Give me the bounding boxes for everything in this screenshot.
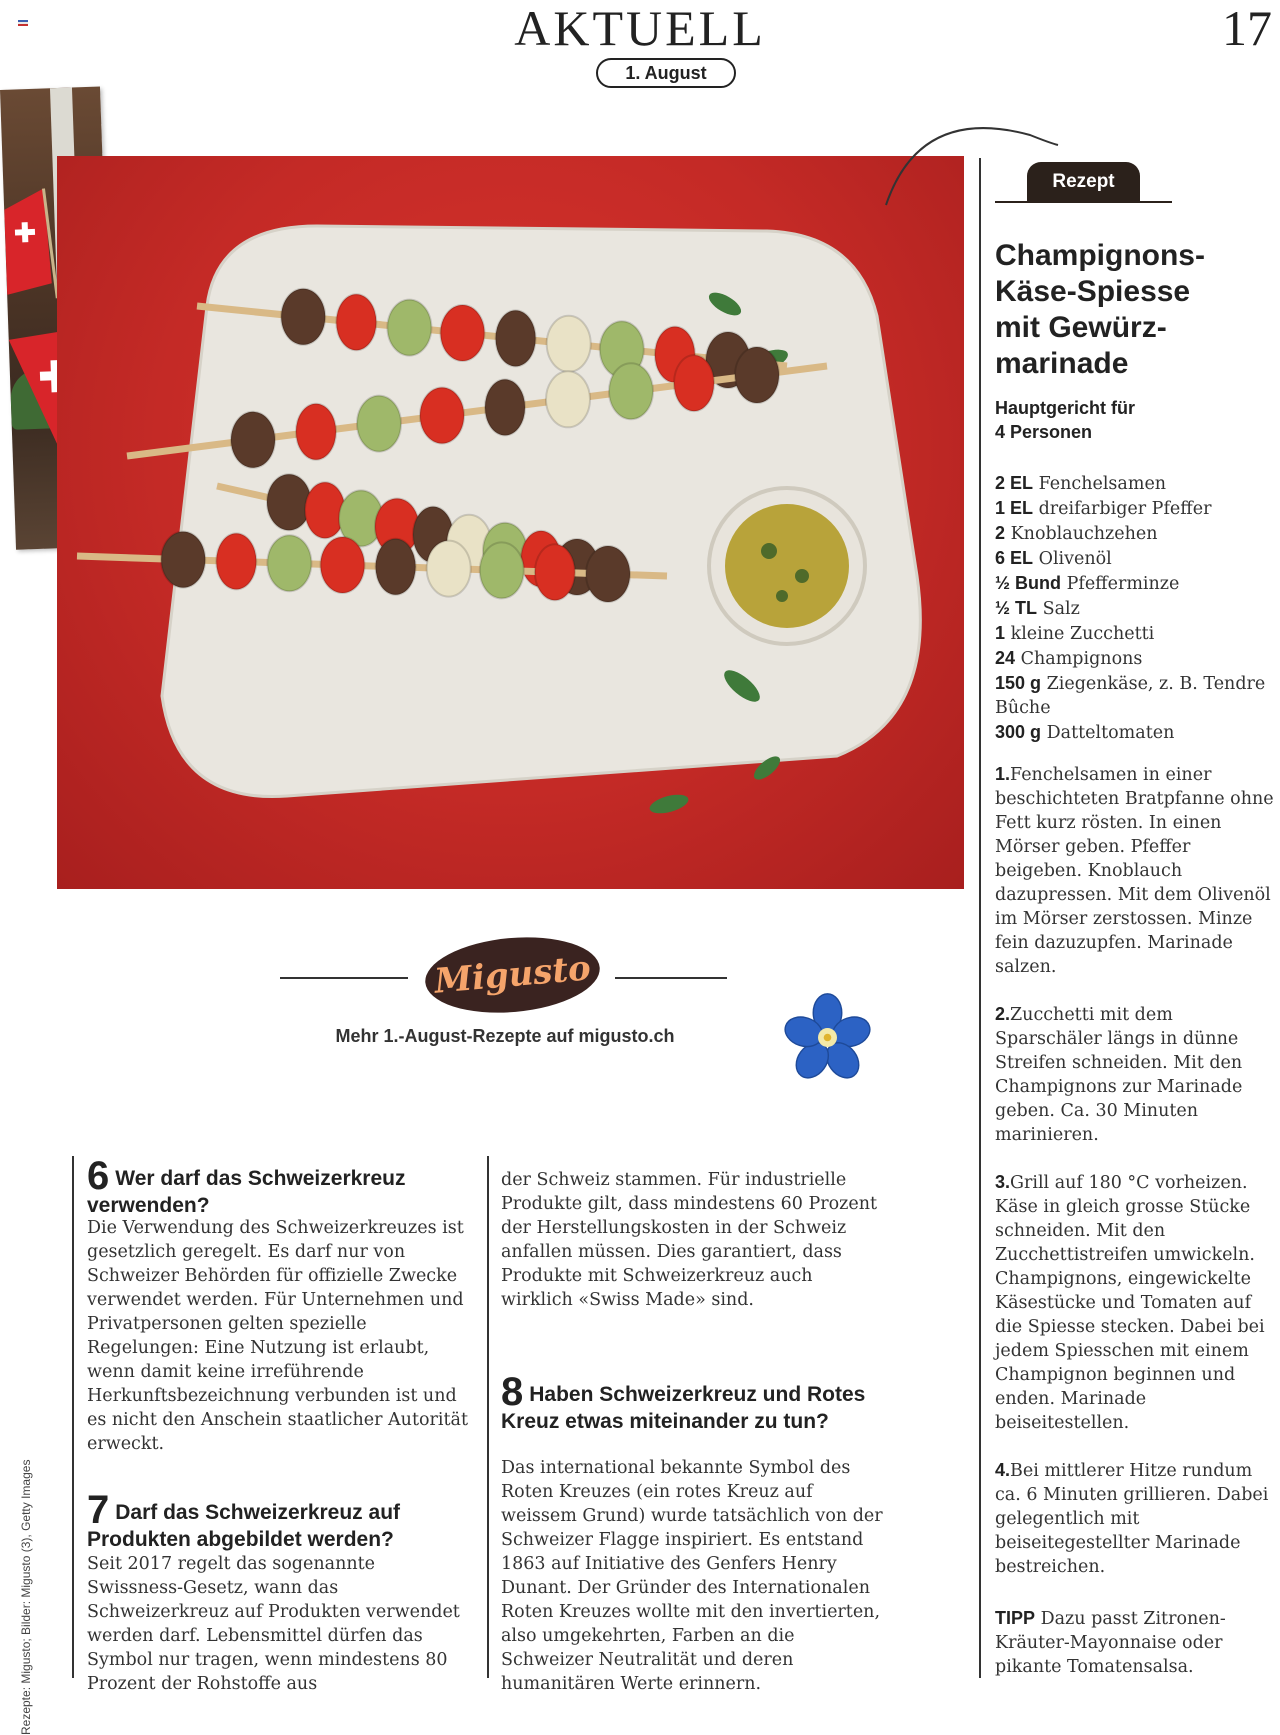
skewer-piece <box>231 412 275 468</box>
skewer-piece <box>267 535 311 591</box>
ingredient-qty: 1 EL <box>995 498 1034 518</box>
ingredient-item <box>995 720 1280 745</box>
recipe-step <box>995 1458 1280 1579</box>
question-heading <box>87 1154 467 1218</box>
skewer-piece <box>336 294 376 350</box>
ingredient-name: Datteltomaten <box>1046 723 1175 743</box>
skewer-piece <box>357 396 401 452</box>
ingredient-qty: ½ Bund <box>995 573 1061 593</box>
skewer-piece <box>441 305 485 361</box>
ingredient-name: Ziegenkäse, z. B. Tendre Bûche <box>995 674 1266 718</box>
ingredient-name: Pfefferminze <box>1066 574 1180 594</box>
skewer-piece <box>387 300 431 356</box>
question-text: Wer darf das Schweizerkreuz verwenden? <box>87 1167 406 1217</box>
ingredient-item <box>995 546 1280 571</box>
skewer-piece <box>586 546 630 602</box>
step-text: Zucchetti mit dem Sparschäler längs in dünne Streifen schneiden. Mit den Champignons zur Marinade geben. Ca. 30 Minuten marinieren. <box>995 1005 1243 1145</box>
qa-column-rule <box>72 1156 74 1678</box>
step-text: Grill auf 180 °C vorheizen. Käse in gleich grosse Stücke schneiden. Mit den Zucchettistreifen umwickeln. Champignons, eingewickelte Käsestücke und Tomaten auf die Spiesse stecken. Dabei bei jedem Spiesschen mit einem Champignon beginnen und enden. Marinade beiseitestellen. <box>995 1173 1265 1433</box>
skewer-piece <box>376 539 416 595</box>
question-number: 7 <box>87 1488 110 1532</box>
skewer-piece <box>496 310 536 366</box>
ingredient-qty: 2 EL <box>995 473 1034 493</box>
tip-text: Dazu passt Zitronen-Kräuter-Mayonnaise oder pikante Tomatensalsa. <box>995 1609 1226 1677</box>
recipe-step <box>995 1002 1280 1147</box>
ingredient-item <box>995 521 1280 546</box>
skewer-piece <box>161 532 205 588</box>
skewer-piece <box>427 541 471 597</box>
step-number: 3. <box>995 1172 1011 1192</box>
ingredient-qty: 300 g <box>995 722 1042 742</box>
question-text: Darf das Schweizerkreuz auf Produkten abgebildet werden? <box>87 1501 401 1551</box>
hero-photo-skewers <box>57 156 964 889</box>
step-text: Fenchelsamen in einer beschichteten Bratpfanne ohne Fett kurz rösten. In einen Mörser geben. Pfeffer beigeben. Knoblauch dazupressen. Mit dem Olivenöl im Mörser zerstossen. Minze fein dazuzupfen. Marinade salzen. <box>995 765 1274 977</box>
qa-column-rule <box>487 1156 489 1678</box>
recipe-title-line: Käse-Spiesse <box>995 275 1191 308</box>
ingredient-qty: 24 <box>995 648 1016 668</box>
flower-icon <box>780 990 875 1085</box>
skewer-piece <box>216 533 256 589</box>
answer-text-continued: der Schweiz stammen. Für industrielle Produkte gilt, dass mindestens 60 Prozent der Herstellungskosten in der Schweiz anfallen müssen. Dies garantiert, dass Produkte mit Schweizerkreuz auch wirklich «Swiss Made» sind. <box>501 1170 878 1310</box>
serving-line: 4 Personen <box>995 422 1093 442</box>
question-heading <box>87 1488 467 1552</box>
date-badge: 1. August <box>596 58 736 88</box>
ingredient-item <box>995 596 1280 621</box>
recipe-title-line: mit Gewürz- <box>995 311 1167 344</box>
tip-label: TIPP <box>995 1608 1036 1628</box>
migusto-logo[interactable] <box>422 931 603 1020</box>
question-text: Haben Schweizerkreuz und Rotes Kreuz etwas miteinander zu tun? <box>501 1383 866 1433</box>
serving-line: Hauptgericht für <box>995 398 1136 418</box>
ingredient-item <box>995 496 1280 521</box>
answer-text: Das international bekannte Symbol des Roten Kreuzes (ein rotes Kreuz auf weissem Grund) wurde tatsächlich von der Schweizer Flagge inspiriert. Es entstand 1863 auf Initiative des Genfers Henry Dunant. Der Gründer des Internationalen Roten Kreuzes wollte mit den invertierten, also umgekehrten, Farben an die Schweizer Neutralität und deren humanitären Werte erinnern. <box>501 1458 883 1694</box>
migusto-rule-left <box>280 977 408 979</box>
ingredient-qty: 6 EL <box>995 548 1034 568</box>
ingredient-name: Fenchelsamen <box>1038 474 1167 494</box>
ingredient-name: Olivenöl <box>1038 549 1112 569</box>
ingredient-qty: 1 <box>995 623 1006 643</box>
recipe-tab-underline <box>995 201 1172 203</box>
page-number: 17 <box>1222 0 1272 56</box>
ingredient-name: kleine Zucchetti <box>1010 624 1155 644</box>
tip-block <box>995 1606 1280 1679</box>
marinade <box>725 504 849 628</box>
skewer-piece <box>674 355 714 411</box>
recipe-title <box>995 238 1275 382</box>
answer-text: Seit 2017 regelt das sogenannte Swissness-Gesetz, wann das Schweizerkreuz auf Produkten verwendet werden darf. Lebensmittel dürfen das Symbol nur tragen, wenn mindestens 80 Prozent der Rohstoffe aus <box>87 1554 460 1694</box>
answer-text: Die Verwendung des Schweizerkreuzes ist gesetzlich geregelt. Es darf nur von Schweizer Behörden für offizielle Zwecke verwendet werden. Für Unternehmen und Privatpersonen gelten spezielle Regelungen: Eine Nutzung ist erlaubt, wenn damit keine irreführende Herkunftsbezeichnung verbunden ist und es nicht den Anschein staatlicher Autorität erweckt. <box>87 1218 468 1454</box>
ingredient-list <box>995 471 1280 745</box>
skewer-piece <box>535 544 575 600</box>
skewer-piece <box>609 363 653 419</box>
migusto-rule-right <box>615 977 727 979</box>
section-title: AKTUELL <box>514 0 766 56</box>
photo-credit: Rezepte: Migusto; Bilder: Migusto (3), Getty Images <box>19 1459 33 1735</box>
ingredient-qty: 2 <box>995 523 1006 543</box>
ingredient-item <box>995 671 1280 720</box>
mint-leaf <box>648 791 691 817</box>
recipe-serving <box>995 396 1275 444</box>
question-heading <box>501 1370 881 1434</box>
ingredient-item <box>995 646 1280 671</box>
skewer-piece <box>735 347 779 403</box>
step-number: 4. <box>995 1460 1011 1480</box>
ingredient-item <box>995 471 1280 496</box>
skewer-piece <box>420 388 464 444</box>
column-divider <box>979 158 981 1678</box>
ingredient-item <box>995 571 1280 596</box>
ingredient-name: Salz <box>1042 599 1080 619</box>
skewer-piece <box>321 537 365 593</box>
migusto-link[interactable]: Mehr 1.-August-Rezepte auf migusto.ch <box>335 1026 675 1046</box>
skewer-piece <box>281 289 325 345</box>
migusto-logo-text: Migusto <box>432 948 593 1002</box>
recipe-title-line: Champignons- <box>995 239 1205 272</box>
ingredient-qty: ½ TL <box>995 598 1038 618</box>
step-number: 2. <box>995 1004 1011 1024</box>
skewer-piece <box>547 316 591 372</box>
skewer-piece <box>480 542 524 598</box>
recipe-title-line: marinade <box>995 347 1129 380</box>
step-text: Bei mittlerer Hitze rundum ca. 6 Minuten grillieren. Dabei gelegentlich mit beiseitegestellter Marinade bestreichen. <box>995 1461 1269 1577</box>
step-number: 1. <box>995 764 1011 784</box>
skewer-piece <box>267 474 311 530</box>
skewer-piece <box>485 379 525 435</box>
ingredient-name: Champignons <box>1020 649 1143 669</box>
ingredient-qty: 150 g <box>995 673 1042 693</box>
recipe-tab: Rezept <box>1027 162 1140 202</box>
question-number: 8 <box>501 1370 524 1414</box>
recipe-step <box>995 1170 1280 1435</box>
recipe-step <box>995 762 1280 979</box>
ingredient-name: Knoblauchzehen <box>1010 524 1158 544</box>
question-number: 6 <box>87 1154 110 1198</box>
skewer-piece <box>546 371 590 427</box>
skewer-piece <box>296 404 336 460</box>
ingredient-name: dreifarbiger Pfeffer <box>1038 499 1212 519</box>
ingredient-item <box>995 621 1280 646</box>
